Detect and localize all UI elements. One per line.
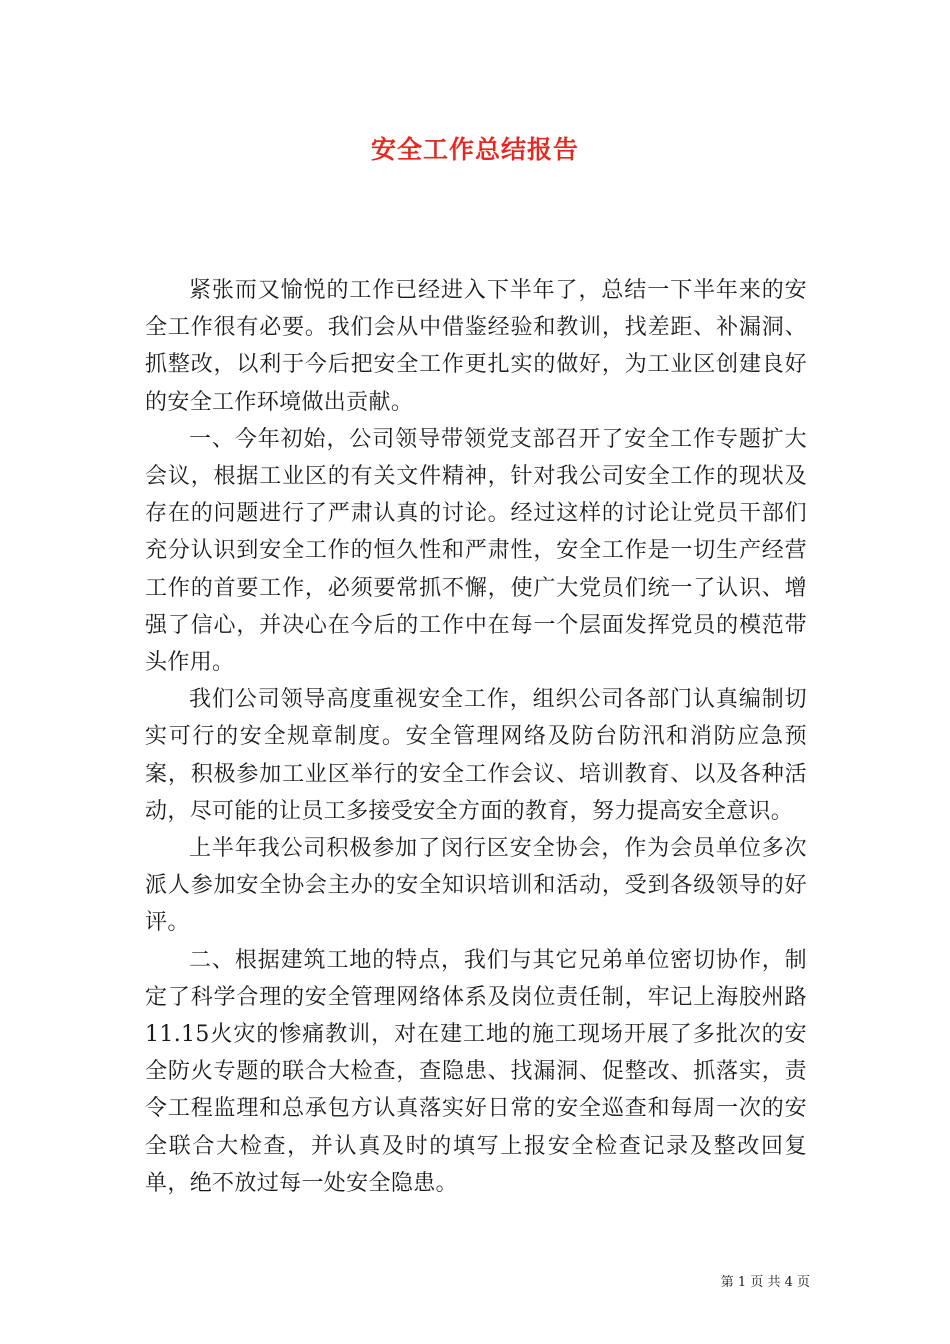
- paragraph-regulations: 我们公司领导高度重视安全工作，组织公司各部门认真编制切实可行的安全规章制度。安全管理网络及防台防汛和消防应急预案，积极参加工业区举行的安全工作会议、培训教育、以及各种活动，尽可能的让员工多接受安全方面的教育，努力提高安全意识。: [145, 687, 807, 824]
- paragraph-intro: 紧张而又愉悦的工作已经进入下半年了，总结一下半年来的安全工作很有必要。我们会从中借鉴经验和教训，找差距、补漏洞、抓整改，以利于今后把安全工作更扎实的做好，为工业区创建良好的安全工作环境做出贡献。: [145, 278, 807, 415]
- document-title: 安全工作总结报告: [370, 135, 579, 164]
- page-number: 第 1 页 共 4 页: [720, 1275, 810, 1290]
- paragraph-section-two: 二、根据建筑工地的特点，我们与其它兄弟单位密切协作，制定了科学合理的安全管理网络体系及岗位责任制，牢记上海胶州路11.15火灾的惨痛教训，对在建工地的施工现场开展了多批次的安全防火专题的联合大检查，查隐患、找漏洞、促整改、抓落实，责令工程监理和总承包方认真落实好日常的安全巡查和每周一次的安全联合大检查，并认真及时的填写上报安全检查记录及整改回复单，绝不放过每一处安全隐患。: [145, 947, 807, 1196]
- document-body: [145, 272, 807, 1202]
- paragraph-section-one: 一、今年初始，公司领导带领党支部召开了安全工作专题扩大会议，根据工业区的有关文件精神，针对我公司安全工作的现状及存在的问题进行了严肃认真的讨论。经过这样的讨论让党员干部们充分认识到安全工作的恒久性和严肃性，安全工作是一切生产经营工作的首要工作，必须要常抓不懈，使广大党员们统一了认识、增强了信心，并决心在今后的工作中在每一个层面发挥党员的模范带头作用。: [145, 426, 807, 676]
- paragraph-association: 上半年我公司积极参加了闵行区安全协会，作为会员单位多次派人参加安全协会主办的安全知识培训和活动，受到各级领导的好评。: [145, 836, 807, 936]
